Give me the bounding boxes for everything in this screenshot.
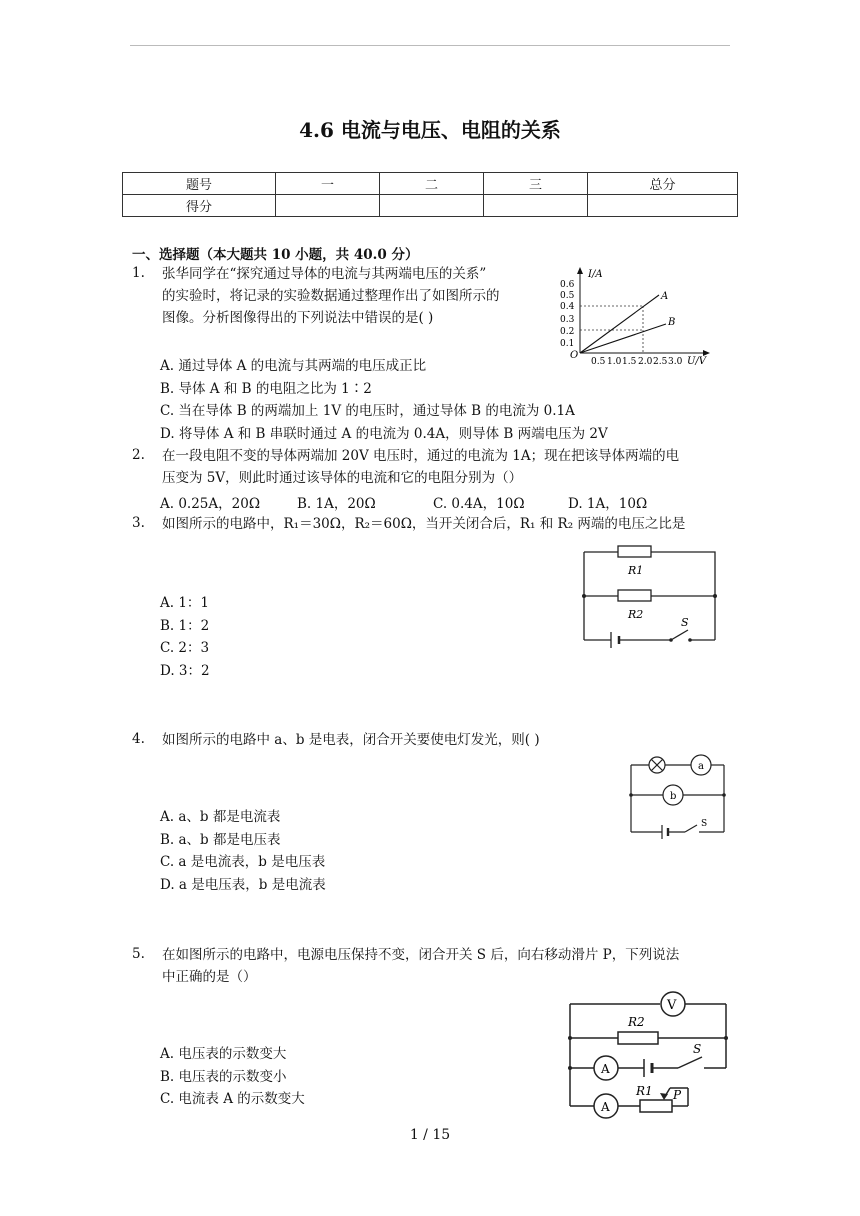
svg-text:P: P <box>673 1088 682 1102</box>
svg-text:S: S <box>693 1042 702 1056</box>
options-list <box>160 355 608 445</box>
svg-text:R2: R2 <box>628 608 644 621</box>
option-a[interactable]: A. 1：1 <box>160 595 210 611</box>
section-heading: 一、选择题（本大题共 10 小题，共 40.0 分） <box>132 247 419 263</box>
option-b[interactable]: B. 1：2 <box>160 617 210 634</box>
circuit-diagram-q5 <box>560 988 732 1120</box>
svg-text:1.0: 1.0 <box>607 357 622 367</box>
svg-text:3.0: 3.0 <box>668 357 683 367</box>
iu-graph <box>560 265 710 370</box>
svg-text:2.0: 2.0 <box>638 357 653 367</box>
svg-text:V: V <box>667 998 677 1013</box>
page-title: 4.6 电流与电压、电阻的关系 <box>299 118 561 142</box>
option-a[interactable]: A. 通过导体 A 的电流与其两端的电压成正比 <box>160 358 427 374</box>
question-number: 5. <box>132 946 145 962</box>
options-list <box>160 806 326 896</box>
option-c[interactable]: C. 电流表 A 的示数变大 <box>160 1091 305 1107</box>
header-rule <box>130 45 730 46</box>
svg-text:0.3: 0.3 <box>560 315 575 325</box>
svg-text:0.1: 0.1 <box>560 339 575 349</box>
svg-text:0.5: 0.5 <box>560 291 575 301</box>
option-c[interactable]: C. 2：3 <box>160 640 210 656</box>
options-list <box>160 592 210 682</box>
question-stem: 在一段电阻不变的导体两端加 20V 电压时，通过的电流为 1A；现在把该导体两端的电 压变为 5V，则此时通过该导体的电流和它的电阻分别为（） <box>162 448 680 486</box>
svg-text:B: B <box>668 317 676 328</box>
option-c[interactable]: C. a 是电流表，b 是电压表 <box>160 854 326 870</box>
question-number: 4. <box>132 731 145 747</box>
option-a[interactable]: A. 电压表的示数变大 <box>160 1046 287 1062</box>
option-c[interactable]: C. 当在导体 B 的两端加上 1V 的电压时，通过导体 B 的电流为 0.1A <box>160 403 575 419</box>
svg-text:S: S <box>681 616 689 629</box>
svg-text:0.5: 0.5 <box>591 357 606 367</box>
options-list <box>160 1043 305 1111</box>
circuit-diagram-q3 <box>578 540 723 655</box>
score-table <box>122 172 738 217</box>
option-d[interactable]: D. 3：2 <box>160 662 210 679</box>
origin-label: O <box>570 350 579 361</box>
svg-text:R1: R1 <box>636 1084 653 1098</box>
option-b[interactable]: B. 电压表的示数变小 <box>160 1068 287 1085</box>
option-b[interactable]: B. 导体 A 和 B 的电阻之比为 1∶2 <box>160 380 372 397</box>
option-c[interactable]: C. 0.4A，10Ω <box>433 496 525 512</box>
svg-text:2.5: 2.5 <box>653 357 668 367</box>
line-a <box>580 295 659 353</box>
question-number: 3. <box>132 515 145 531</box>
question-number: 2. <box>132 447 145 463</box>
option-b[interactable]: B. a、b 都是电压表 <box>160 831 281 848</box>
svg-text:b: b <box>670 791 677 802</box>
x-axis-label: U/V <box>687 356 707 367</box>
question-number: 1. <box>132 265 145 281</box>
options-row <box>160 492 647 512</box>
option-a[interactable]: A. a、b 都是电流表 <box>160 809 281 825</box>
y-axis-label: I/A <box>588 269 603 280</box>
table-row: 题号 一 二 三 总分 <box>123 173 738 195</box>
svg-text:a: a <box>698 761 704 772</box>
table-row: 得分 <box>123 195 738 217</box>
option-a[interactable]: A. 0.25A，20Ω <box>160 496 261 512</box>
svg-text:R1: R1 <box>628 564 644 577</box>
option-d[interactable]: D. 1A，10Ω <box>568 496 648 512</box>
option-d[interactable]: D. a 是电压表，b 是电流表 <box>160 876 326 893</box>
question-stem: 在如图所示的电路中，电源电压保持不变，闭合开关 S 后，向右移动滑片 P，下列说法 中正确的是（） <box>162 947 680 985</box>
svg-text:A: A <box>661 291 669 302</box>
svg-text:R2: R2 <box>628 1015 645 1029</box>
circuit-diagram-q4 <box>625 752 730 842</box>
svg-text:0.4: 0.4 <box>560 302 575 312</box>
line-b <box>580 324 666 353</box>
svg-text:S: S <box>701 819 708 829</box>
question-stem: 如图所示的电路中 a、b 是电表，闭合开关要使电灯发光，则( ) <box>162 732 540 748</box>
page-number: 1 / 15 <box>409 1127 451 1143</box>
svg-text:1.5: 1.5 <box>622 357 637 367</box>
svg-text:0.2: 0.2 <box>560 327 575 337</box>
option-b[interactable]: B. 1A，20Ω <box>297 496 376 512</box>
question-stem: 如图所示的电路中，R₁＝30Ω，R₂＝60Ω，当开关闭合后，R₁ 和 R₂ 两端的电压之比是 <box>162 516 686 532</box>
svg-text:A: A <box>601 1100 610 1114</box>
svg-text:A: A <box>601 1062 610 1076</box>
svg-text:0.6: 0.6 <box>560 280 575 290</box>
question-stem: 张华同学在“探究通过导体的电流与其两端电压的关系” 的实验时，将记录的实验数据通过整理作出了如图所示的 图像。分析图像得出的下列说法中错误的是( ) <box>162 266 500 326</box>
option-d[interactable]: D. 将导体 A 和 B 串联时通过 A 的电流为 0.4A，则导体 B 两端电压为 2V <box>160 425 608 442</box>
